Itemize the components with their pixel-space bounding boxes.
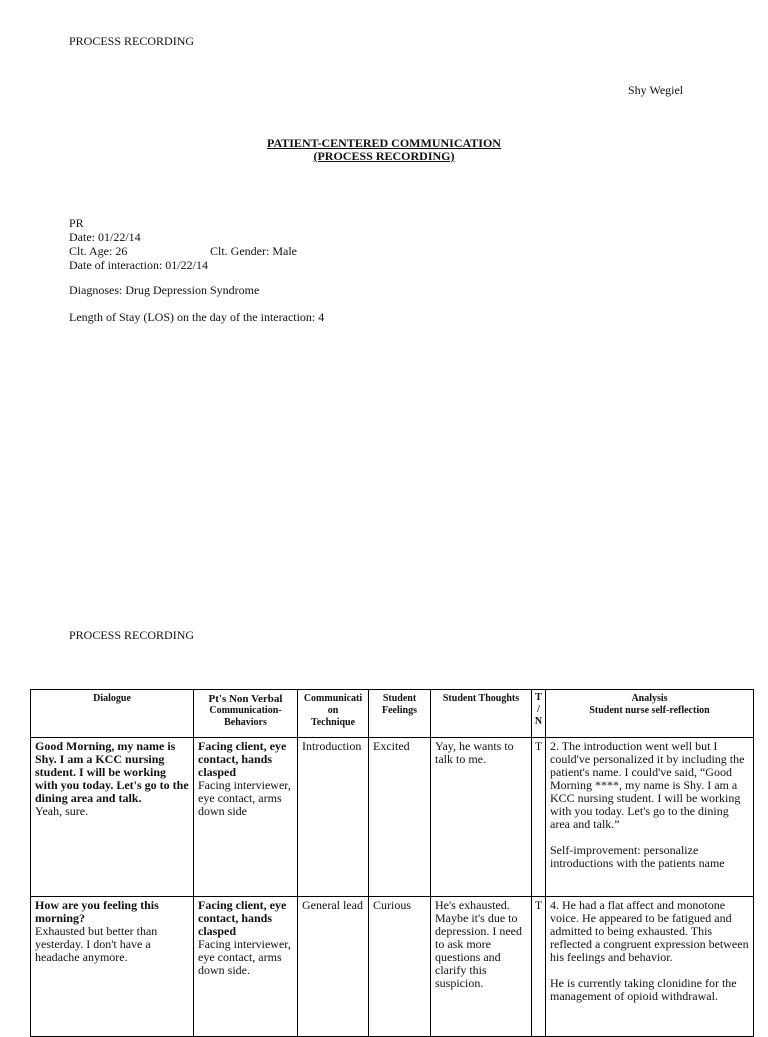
header-thoughts: Student Thoughts — [431, 690, 532, 738]
header-label: PROCESS RECORDING — [69, 34, 195, 48]
dialogue-cell — [31, 738, 194, 897]
feelings-cell: Curious — [369, 897, 431, 1037]
diagnoses: Diagnoses: Drug Depression Syndrome — [69, 283, 260, 297]
age-gender-row — [69, 244, 297, 258]
table-header-row — [31, 690, 754, 738]
technique-cell: Introduction — [298, 738, 369, 897]
document-subtitle: (PROCESS RECORDING) — [313, 149, 455, 163]
header-technique: Communicati on Technique — [298, 690, 369, 738]
tn-cell: T — [532, 897, 546, 1037]
client-initials: PR — [69, 216, 84, 230]
thoughts-cell: Yay, he wants to talk to me. — [431, 738, 532, 897]
record-date: Date: 01/22/14 — [69, 230, 141, 244]
feelings-cell: Excited — [369, 738, 431, 897]
patient-dialogue: Exhausted but better than yesterday. I don't have a headache anymore. — [35, 924, 158, 964]
tn-cell: T — [532, 738, 546, 897]
analysis-text: 2. The introduction went well but I could've personalized it by including the patient's name. I could've said, “Good Morning ****, my name is Shy. I am a KCC nursing student. I will be working with you today. Let's go to the dining area and talk.” — [550, 739, 745, 831]
student-nonverbal: Facing client, eye contact, hands clasped — [198, 739, 287, 779]
nonverbal-cell — [194, 738, 298, 897]
dialogue-cell — [31, 897, 194, 1037]
self-improvement-text: Self-improvement: personalize introductions with the patients name — [550, 843, 725, 870]
patient-dialogue: Yeah, sure. — [35, 804, 89, 818]
document-title: PATIENT-CENTERED COMMUNICATION — [267, 136, 501, 150]
document-title-block — [0, 137, 768, 163]
analysis-cell — [546, 897, 754, 1037]
interaction-date: Date of interaction: 01/22/14 — [69, 258, 208, 272]
table-row — [31, 738, 754, 897]
patient-nonverbal: Facing interviewer, eye contact, arms down side — [198, 778, 291, 818]
technique-cell: General lead — [298, 897, 369, 1037]
client-age: Clt. Age: 26 — [69, 244, 128, 258]
analysis-text: 4. He had a flat affect and monotone voice. He appeared to be fatigued and admitted to being exhausted. This reflected a congruent expression between his feelings and behavior. — [550, 898, 749, 964]
patient-nonverbal: Facing interviewer, eye contact, arms down side. — [198, 937, 291, 977]
header-tn: T / N — [532, 690, 546, 738]
table-row — [31, 897, 754, 1037]
client-info — [69, 216, 297, 272]
analysis-note-text: He is currently taking clonidine for the management of opioid withdrawal. — [550, 976, 737, 1003]
analysis-cell — [546, 738, 754, 897]
thoughts-cell: He's exhausted. Maybe it's due to depression. I need to ask more questions and clarify this suspicion. — [431, 897, 532, 1037]
header-dialogue: Dialogue — [31, 690, 194, 738]
nonverbal-cell — [194, 897, 298, 1037]
process-recording-table — [30, 689, 754, 1037]
student-dialogue: How are you feeling this morning? — [35, 898, 159, 925]
section-label: PROCESS RECORDING — [69, 628, 195, 642]
header-nonverbal: Pt's Non Verbal Communication- Behaviors — [194, 690, 298, 738]
student-dialogue: Good Morning, my name is Shy. I am a KCC nursing student. I will be working with you today. Let's go to the dining area and talk. — [35, 739, 189, 805]
author-name: Shy Wegiel — [628, 83, 684, 97]
student-nonverbal: Facing client, eye contact, hands clasped — [198, 898, 287, 938]
header-feelings: Student Feelings — [369, 690, 431, 738]
length-of-stay: Length of Stay (LOS) on the day of the interaction: 4 — [69, 310, 325, 324]
client-gender: Clt. Gender: Male — [210, 244, 297, 258]
header-analysis: Analysis Student nurse self-reflection — [546, 690, 754, 738]
